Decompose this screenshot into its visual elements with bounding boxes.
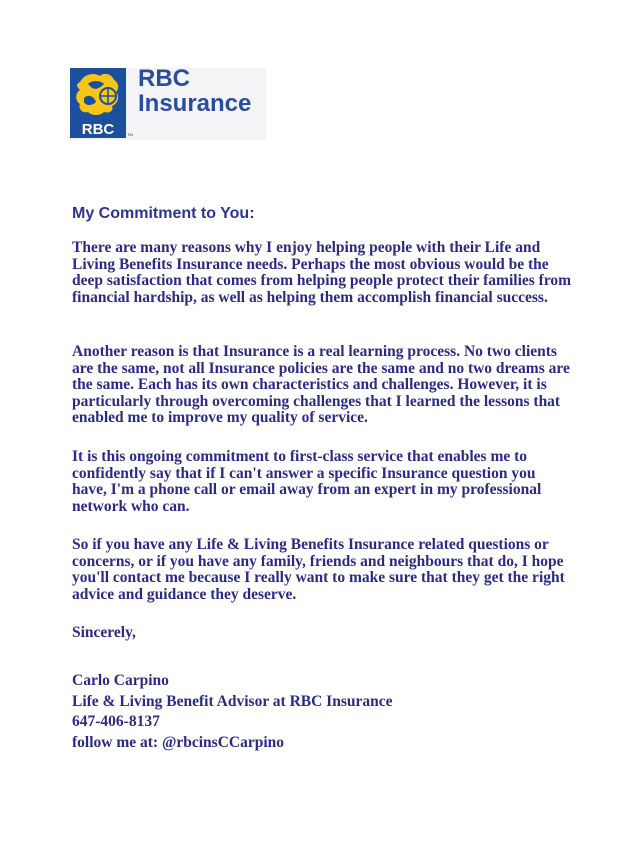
letter-closing: Sincerely, xyxy=(72,624,136,641)
letter-heading: My Commitment to You: xyxy=(72,205,255,222)
rbc-insurance-logo xyxy=(70,65,266,140)
letter-paragraph-1: There are many reasons why I enjoy helping people with their Life and Living Benefits Insurance needs. Perhaps the most obvious would be the deep satisfaction that comes from helping people protect their families from financial hardship, as well as helping them accomplish financial success. xyxy=(72,239,572,306)
signature-social: follow me at: @rbcinsCCarpino xyxy=(72,733,285,751)
signature-block xyxy=(72,671,393,753)
letter-paragraph-3: It is this ongoing commitment to first-class service that enables me to confidently say that if I can't answer a specific Insurance question you have, I'm a phone call or email away from an expert in my professional network who can. xyxy=(72,448,542,515)
rbc-lion-shield-icon xyxy=(70,68,133,138)
letter-paragraph-2: Another reason is that Insurance is a real learning process. No two clients are the same, not all Insurance policies are the same and no two dreams are the same. Each has its own characteristics and challenges. However, it is particularly through overcoming challenges that I learned the lessons that enabled me to improve my quality of service. xyxy=(72,343,570,426)
shield-text: RBC xyxy=(81,121,115,138)
logo-brand-line2: Insurance xyxy=(138,90,252,117)
signature-name: Carlo Carpino xyxy=(72,672,169,689)
signature-title: Life & Living Benefit Advisor at RBC Insurance xyxy=(72,692,393,710)
letter-paragraph-4: So if you have any Life & Living Benefits Insurance related questions or concerns, or if you have any family, friends and neighbours that do, I hope you'll contact me because I really want to make sure that they get the right advice and guidance they deserve. xyxy=(72,536,565,603)
trademark-symbol: TM xyxy=(127,132,133,137)
logo-brand-line1: RBC xyxy=(138,65,190,92)
logo-wordmark xyxy=(138,66,251,116)
signature-phone: 647-406-8137 xyxy=(72,713,160,730)
